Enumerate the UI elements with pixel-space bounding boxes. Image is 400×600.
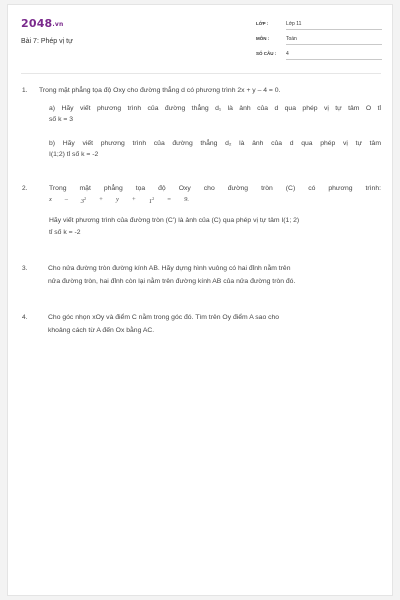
question-3-number: 3. — [22, 265, 28, 272]
eq-3: $3^2$ — [80, 196, 86, 206]
question-3-line-2: nửa đường tròn, hai đỉnh còn lại nằm trên đường kính AB của nửa đường tròn đó. — [48, 278, 296, 285]
worksheet-page — [7, 4, 393, 596]
logo-suffix: .vn — [52, 21, 64, 28]
question-1-text: Trong mặt phẳng tọa độ Oxy cho đường thẳng d có phương trình 2x + y – 4 = 0. — [39, 87, 281, 94]
circle-equation — [49, 196, 189, 205]
question-1-part-a-line-2: số k = 3 — [49, 116, 73, 123]
class-label: LỚP : — [256, 21, 269, 26]
question-4-line-1: Cho góc nhọn xOy và điểm C nằm trong góc đó. Tìm trên Oy điểm A sao cho — [48, 314, 280, 321]
question-2-line-1: Hãy viết phương trình của đường tròn (C') là ảnh của (C) qua phép vị tự tâm I(1; 2) — [49, 217, 300, 224]
question-1-part-a-line-1: a) Hãy viết phương trình của đường thẳng d₁ là ảnh của d qua phép vị tự tâm O tỉ — [49, 105, 381, 112]
eq-9: 9. — [184, 196, 189, 203]
eq-plus-1: + — [98, 196, 104, 203]
eq-plus-2: + — [131, 196, 137, 203]
question-1-number: 1. — [22, 87, 28, 94]
worksheet-header — [8, 5, 392, 67]
eq-equals: = — [166, 196, 172, 203]
eq-minus: – — [64, 196, 68, 203]
question-count-label: SỐ CÂU : — [256, 51, 277, 56]
site-logo[interactable] — [21, 17, 63, 30]
question-3-line-1: Cho nửa đường tròn đường kính AB. Hãy dựng hình vuông có hai đỉnh nằm trên — [48, 265, 291, 272]
question-2-number: 2. — [22, 185, 28, 192]
question-1-part-b-line-1: b) Hãy viết phương trình của đường thẳng d₂ là ảnh của d qua phép vị tự tâm — [49, 140, 381, 147]
class-value: Lớp 11 — [286, 21, 382, 30]
question-1-part-b-line-2: I(1;2) tỉ số k = -2 — [49, 151, 99, 158]
question-2-text: Trong mặt phẳng tọa độ Oxy cho đường tròn (C) có phương trình: — [49, 185, 381, 192]
question-2-line-2: tỉ số k = -2 — [49, 229, 81, 236]
logo-number: 2048 — [21, 17, 53, 30]
question-4-number: 4. — [22, 314, 28, 321]
question-count-value: 4 — [286, 51, 382, 60]
eq-x: x — [49, 196, 52, 203]
header-divider — [21, 73, 381, 74]
question-4-line-2: khoảng cách từ A đến Ox bằng AC. — [48, 327, 155, 334]
lesson-title: Bài 7: Phép vị tự — [21, 38, 73, 45]
subject-label: MÔN : — [256, 36, 270, 41]
eq-y: y — [115, 196, 119, 203]
eq-1: $1^2$ — [148, 196, 155, 206]
subject-value: Toán — [286, 36, 382, 45]
